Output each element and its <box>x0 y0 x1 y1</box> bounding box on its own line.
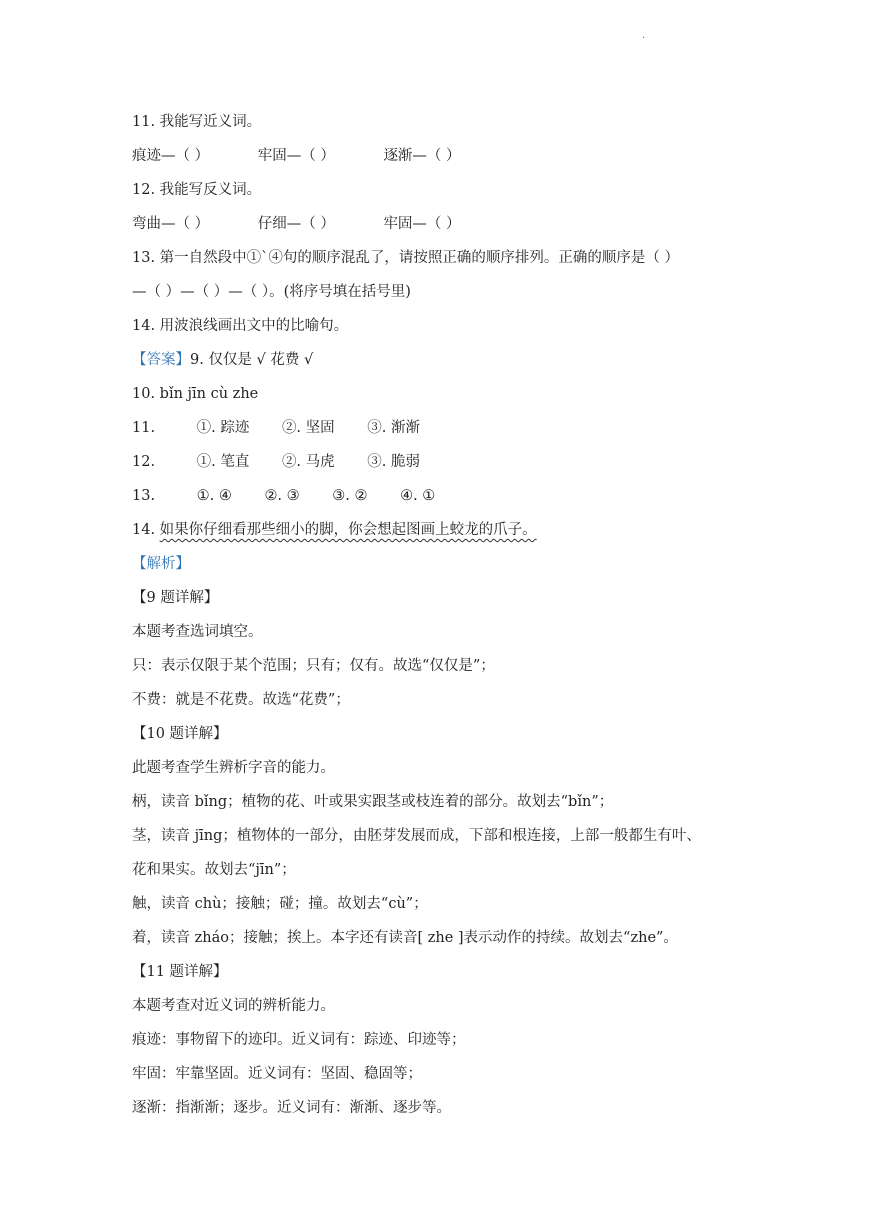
analysis-line: 本题考查对近义词的辨析能力。 <box>132 998 335 1014</box>
document-content <box>132 108 742 1128</box>
q13-line2: —（ ）—（ ）—（ ）。(将序号填在括号里) <box>132 284 411 300</box>
answer-item: ②. 坚固 <box>281 420 335 436</box>
analysis-line: 着，读音 zháo；接触；挨上。本字还有读音[ zhe ]表示动作的持续。故划去“zhe”。 <box>132 930 678 946</box>
answer-label: 【答案】 <box>132 352 190 368</box>
answer-item: ②. ③ <box>264 488 300 504</box>
analysis-line: 触，读音 chù；接触；碰；撞。故划去“cù”； <box>132 896 428 912</box>
q12-title: 12. 我能写反义词。 <box>132 182 262 198</box>
answer-number: 12. <box>132 454 156 470</box>
answer-item: ①. ④ <box>196 488 232 504</box>
answer-13 <box>132 482 742 516</box>
section-heading-q11: 【11 题详解】 <box>132 964 228 980</box>
q12-item: 弯曲—（ ） <box>132 216 210 232</box>
q11-items <box>132 142 742 176</box>
q11-item: 痕迹—（ ） <box>132 148 210 164</box>
analysis-label: 【解析】 <box>132 556 190 572</box>
analysis-line: 牢固：牢靠坚固。近义词有：坚固、稳固等； <box>132 1066 422 1082</box>
metaphor-sentence: 如果你仔细看那些细小的脚，你会想起图画上蛟龙的爪子。 <box>159 522 537 538</box>
analysis-line: 花和果实。故划去“jīn”； <box>132 862 296 878</box>
analysis-line: 痕迹：事物留下的迹印。近义词有：踪迹、印迹等； <box>132 1032 466 1048</box>
answer-item: ①. 踪迹 <box>196 420 250 436</box>
answer-item: ③. 脆弱 <box>367 454 420 470</box>
q14-title: 14. 用波浪线画出文中的比喻句。 <box>132 318 349 334</box>
answer-number: 14. <box>132 522 156 538</box>
analysis-line: 茎，读音 jīng；植物体的一部分，由胚芽发展而成，下部和根连接，上部一般都生有叶、 <box>132 828 701 844</box>
answer-number: 13. <box>132 488 156 504</box>
q12-items <box>132 210 742 244</box>
answer-item: ③. ② <box>332 488 368 504</box>
q13-line1: 13. 第一自然段中①`④句的顺序混乱了，请按照正确的顺序排列。正确的顺序是（ ） <box>132 250 680 266</box>
answer-14 <box>132 516 742 550</box>
answer-item: ②. 马虎 <box>281 454 335 470</box>
answer-11 <box>132 414 742 448</box>
q11-item: 牢固—（ ） <box>257 148 335 164</box>
analysis-line: 本题考查选词填空。 <box>132 624 263 640</box>
q12-item: 仔细—（ ） <box>257 216 335 232</box>
q12-item: 牢固—（ ） <box>383 216 461 232</box>
section-heading-q9: 【9 题详解】 <box>132 590 219 606</box>
answer-12 <box>132 448 742 482</box>
answer-item: ④. ① <box>400 488 436 504</box>
q11-item: 逐渐—（ ） <box>383 148 461 164</box>
answer-item: ③. 渐渐 <box>367 420 420 436</box>
answer-item: ①. 笔直 <box>196 454 250 470</box>
analysis-line: 柄，读音 bǐng；植物的花、叶或果实跟茎或枝连着的部分。故划去“bǐn”； <box>132 794 614 810</box>
analysis-line: 只：表示仅限于某个范围；只有；仅有。故选“仅仅是”； <box>132 658 495 674</box>
answer-10: 10. bǐn jīn cù zhe <box>132 386 259 402</box>
answer-row-9 <box>132 346 742 380</box>
analysis-line: 逐渐：指渐渐；逐步。近义词有：渐渐、逐步等。 <box>132 1100 451 1116</box>
corner-mark: . <box>642 30 646 41</box>
analysis-line: 此题考查学生辨析字音的能力。 <box>132 760 335 776</box>
q11-title: 11. 我能写近义词。 <box>132 114 262 130</box>
answer-number: 11. <box>132 420 156 436</box>
section-heading-q10: 【10 题详解】 <box>132 726 228 742</box>
answer-9: 9. 仅仅是 √ 花费 √ <box>190 352 314 368</box>
analysis-line: 不费：就是不花费。故选“花费”； <box>132 692 350 708</box>
